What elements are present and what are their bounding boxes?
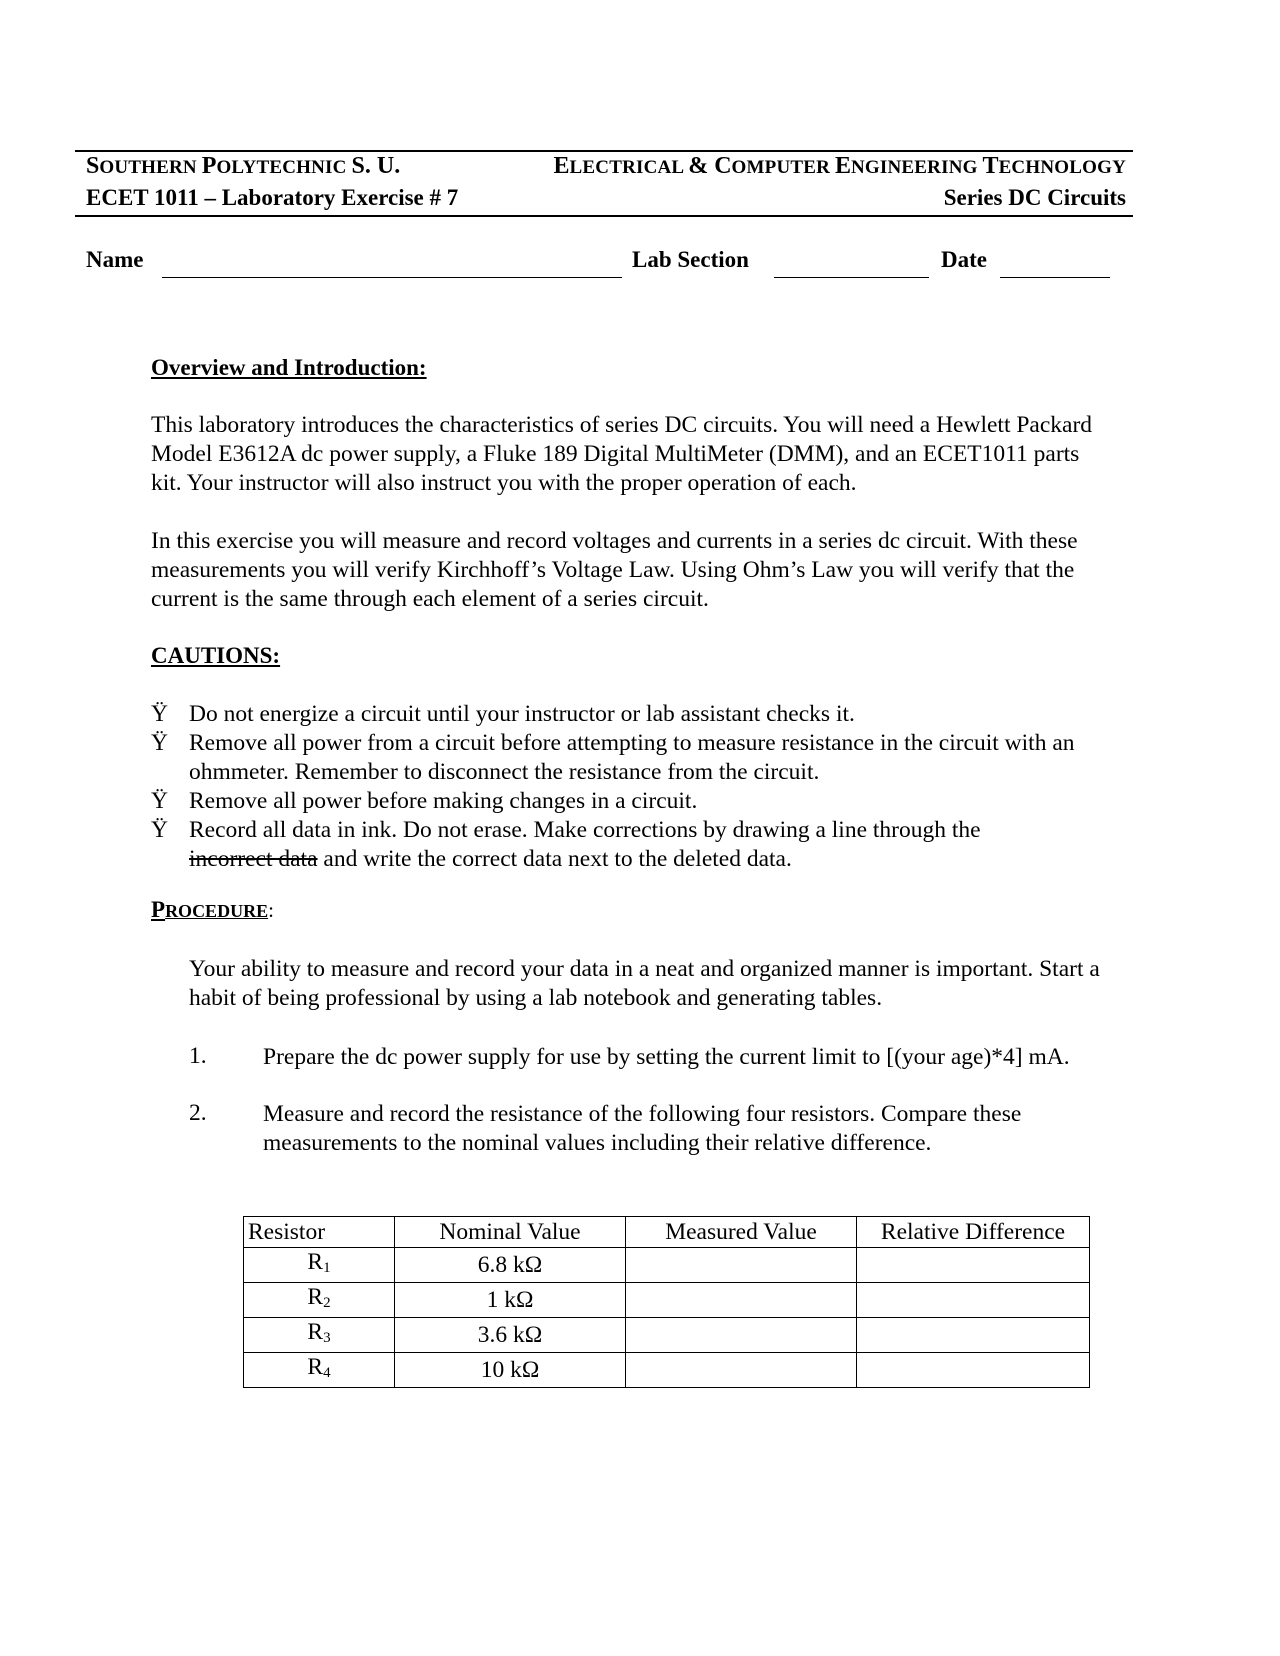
table-row [244,1248,1090,1283]
lab-section-label: Lab Section [632,247,749,272]
cautions-heading: CAUTIONS: [151,643,281,668]
name-field-line[interactable] [162,277,622,278]
course-title: ECET 1011 – Laboratory Exercise # 7 [86,185,459,210]
overview-paragraph-2: In this exercise you will measure and record voltages and currents in a series dc circuit. With these measurements you will verify Kirchhoff’s Voltage Law. Using Ohm’s Law you will verify that the current is the same through each element of a series circuit. [151,528,1078,612]
step-text: Measure and record the resistance of the following four resistors. Compare these measurements to the nominal values including their relative difference. [263,1101,1022,1156]
relative-cell[interactable] [857,1283,1090,1318]
header-bottom-rule [75,215,1133,217]
table-header-row [244,1217,1090,1248]
measured-cell[interactable] [626,1318,857,1353]
step-number: 2. [189,1100,207,1126]
table-row [244,1318,1090,1353]
lab-section-field-line[interactable] [774,277,929,278]
date-label: Date [941,247,987,272]
measured-cell[interactable] [626,1353,857,1388]
resistor-cell: $R_2$ [244,1283,395,1318]
school-name: SOUTHERN POLYTECHNIC S. U. [86,153,401,179]
bullet-icon: Ÿ [151,817,168,843]
nominal-cell: 1 kΩ [395,1283,626,1318]
resistor-table [243,1216,1090,1388]
nominal-cell: 6.8 kΩ [395,1248,626,1283]
measured-cell[interactable] [626,1283,857,1318]
table-row [244,1283,1090,1318]
overview-paragraph-1: This laboratory introduces the characteristics of series DC circuits. You will need a Hewlett Packard Model E3612A dc power supply, a Fluke 189 Digital MultiMeter (DMM), and an ECET1011 parts kit. Your instructor will also instruct you with the proper operation of each. [151,412,1093,496]
resistor-cell: $R_4$ [244,1353,395,1388]
step-text: Prepare the dc power supply for use by setting the current limit to [(your age)*4] mA. [263,1044,1070,1070]
column-header: Relative Difference [857,1217,1090,1248]
procedure-heading: PROCEDURE: [151,897,274,922]
bullet-icon: Ÿ [151,730,168,756]
bullet-icon: Ÿ [151,701,168,727]
relative-cell[interactable] [857,1318,1090,1353]
date-field-line[interactable] [1000,277,1110,278]
exercise-title: Series DC Circuits [943,185,1126,210]
table-row [244,1353,1090,1388]
bullet-icon: Ÿ [151,788,168,814]
nominal-cell: 10 kΩ [395,1353,626,1388]
department-name: ELECTRICAL & COMPUTER ENGINEERING TECHNOLOGY [553,153,1126,179]
column-header: Resistor [244,1217,395,1248]
overview-heading: Overview and Introduction: [151,355,427,380]
column-header: Measured Value [626,1217,857,1248]
name-label: Name [86,247,144,272]
procedure-intro: Your ability to measure and record your data in a neat and organized manner is important. Start a habit of being professional by using a lab notebook and generating tables. [189,956,1100,1011]
relative-cell[interactable] [857,1248,1090,1283]
struck-text: incorrect data [189,846,318,872]
nominal-cell: 3.6 kΩ [395,1318,626,1353]
relative-cell[interactable] [857,1353,1090,1388]
header-top-rule [75,150,1133,152]
measured-cell[interactable] [626,1248,857,1283]
step-number: 1. [189,1043,207,1069]
resistor-cell: $R_1$ [244,1248,395,1283]
column-header: Nominal Value [395,1217,626,1248]
resistor-cell: $R_3$ [244,1318,395,1353]
